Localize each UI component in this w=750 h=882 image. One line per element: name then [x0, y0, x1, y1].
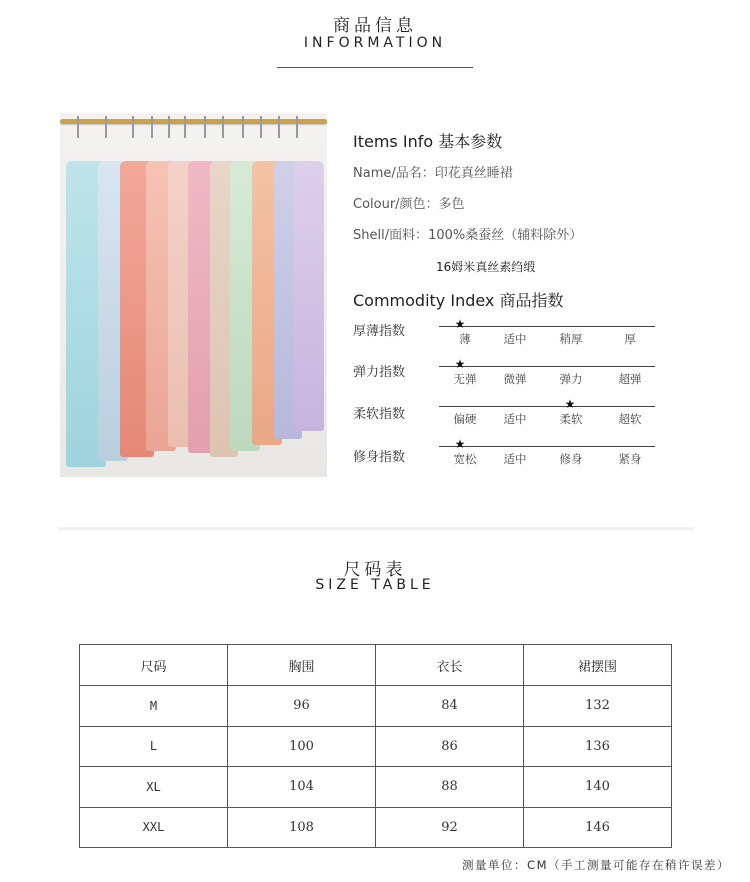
bust-cell: 104 [228, 767, 376, 808]
size-cell: M [80, 686, 228, 727]
length-cell: 84 [376, 686, 524, 727]
index-option: 偏硬 [453, 412, 477, 426]
star-icon: ★ [454, 437, 466, 451]
items-info-heading: Items Info 基本参数 [353, 132, 503, 151]
star-icon: ★ [564, 397, 576, 411]
hem-cell: 136 [524, 726, 672, 767]
index-option: 修身 [559, 452, 583, 466]
index-option: 弹力 [559, 372, 583, 386]
hanger-hook [260, 116, 262, 138]
size-cell: L [80, 726, 228, 767]
star-icon: ★ [454, 357, 466, 371]
hanger-rod [60, 119, 327, 124]
table-row [80, 767, 672, 808]
hem-cell: 132 [524, 686, 672, 727]
hanger-hook [204, 116, 206, 138]
hanger-hook [222, 116, 224, 138]
index-label: 厚薄指数 [353, 324, 406, 339]
item-fabric: 16姆米真丝素绉缎 [436, 260, 536, 274]
index-option: 适中 [503, 332, 527, 346]
hanger-hook [184, 116, 186, 138]
item-colour: Colour/颜色：多色 [353, 197, 465, 212]
index-option: 超弹 [618, 372, 642, 386]
length-cell: 92 [376, 807, 524, 848]
hanger-hook [278, 116, 280, 138]
index-scale-line [439, 326, 655, 327]
length-cell: 86 [376, 726, 524, 767]
measurement-note: 测量单位：CM（手工测量可能存在稍许误差） [462, 858, 730, 872]
index-option: 无弹 [453, 372, 477, 386]
item-name: Name/品名：印花真丝睡裙 [353, 166, 513, 181]
hanger-hook [296, 116, 298, 138]
info-title-en: INFORMATION [303, 35, 447, 51]
index-label: 弹力指数 [353, 365, 406, 380]
size-table-header [80, 645, 672, 686]
length-cell: 88 [376, 767, 524, 808]
index-option: 柔软 [559, 412, 583, 426]
size-cell: XL [80, 767, 228, 808]
index-option: 宽松 [453, 452, 477, 466]
index-option: 适中 [503, 452, 527, 466]
bust-cell: 96 [228, 686, 376, 727]
index-option: 薄 [459, 332, 471, 346]
index-option: 超软 [618, 412, 642, 426]
item-shell: Shell/面料：100%桑蚕丝（辅料除外） [353, 228, 583, 243]
index-option: 适中 [503, 412, 527, 426]
hanger-hook [151, 116, 153, 138]
header-cell: 裙摆围 [524, 645, 672, 686]
index-label: 修身指数 [353, 450, 406, 465]
bust-cell: 108 [228, 807, 376, 848]
info-title-cn: 商品信息 [333, 16, 417, 36]
index-label: 柔软指数 [353, 407, 406, 422]
size-title-en: SIZE TABLE [315, 577, 435, 593]
hem-cell: 140 [524, 767, 672, 808]
header-cell: 衣长 [376, 645, 524, 686]
hanger-hook [132, 116, 134, 138]
header-cell: 尺码 [80, 645, 228, 686]
hanger-hook [168, 116, 170, 138]
dress [294, 161, 324, 431]
hanger-hook [242, 116, 244, 138]
commodity-index-heading: Commodity Index 商品指数 [353, 291, 564, 310]
size-table [79, 644, 672, 848]
index-scale-line [439, 366, 655, 367]
hanger-hook [77, 116, 79, 138]
table-row [80, 686, 672, 727]
index-scale-line [439, 446, 655, 447]
header-cell: 胸围 [228, 645, 376, 686]
index-option: 紧身 [618, 452, 642, 466]
table-row [80, 726, 672, 767]
info-title-underline [277, 67, 473, 68]
hem-cell: 146 [524, 807, 672, 848]
section-divider [58, 527, 694, 530]
index-scale-line [439, 406, 655, 407]
star-icon: ★ [454, 317, 466, 331]
hanger-hook [105, 116, 107, 138]
size-cell: XXL [80, 807, 228, 848]
index-option: 厚 [624, 332, 636, 346]
table-row [80, 807, 672, 848]
index-option: 稍厚 [559, 332, 583, 346]
size-title-cn: 尺码表 [343, 560, 407, 580]
product-photo [60, 113, 327, 477]
index-option: 微弹 [503, 372, 527, 386]
bust-cell: 100 [228, 726, 376, 767]
